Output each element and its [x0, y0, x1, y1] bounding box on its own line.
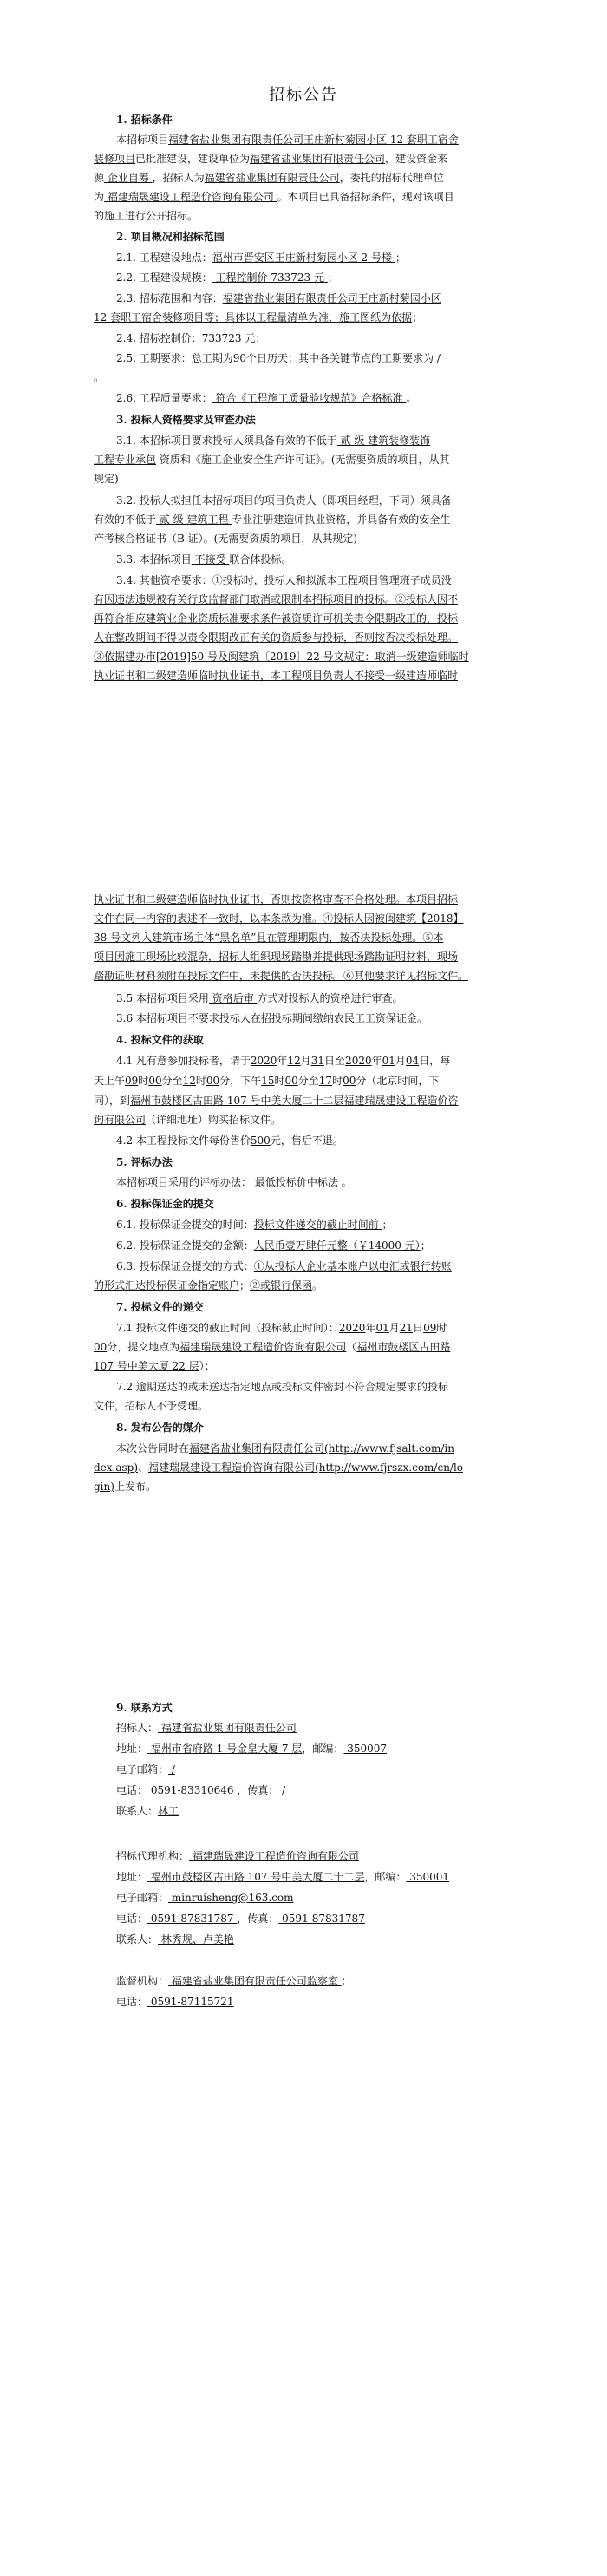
s7-line-2: 00分，提交地点为福建瑞晟建设工程造价咨询有限公司（福州市鼓楼区古田路 — [94, 1341, 451, 1353]
page-title: 招标公告 — [269, 86, 338, 104]
section-heading-9: 9. 联系方式 — [116, 1702, 173, 1714]
agency-email-link[interactable]: minruisheng@163.com — [168, 1892, 294, 1904]
s6-line-1: 6.1. 投标保证金提交的时间：投标文件递交的截止时间前 ； — [116, 1219, 393, 1231]
s3-item-4-line-4: 人在整改期间不得以责令限期改正有关的资质参与投标，否则按否决投标处理。 — [94, 631, 459, 644]
s7-line-4: 7.2 逾期送达的或未送达指定地点或投标文件密封不符合规定要求的投标 — [116, 1381, 448, 1393]
s3-item-4-line-10: 项目因施工现场比较混杂，招标人组织现场踏勘并提供现场踏勘证明材料，现场 — [94, 951, 459, 963]
tenderer-address-line: 地址： 福州市省府路 1 号金皇大厦 7 层，邮编： 350007 — [116, 1742, 387, 1755]
s1-line-2: 装修项目已批准建设，建设单位为福建省盐业集团有限责任公司，建设资金来 — [94, 153, 448, 165]
s2-item-5: 2.5. 工期要求：总工期为90个日历天；其中各关键节点的工期要求为 / — [116, 352, 441, 364]
s3-item-4-line-3: 再符合相应建筑业企业资质标准要求条件被资质许可机关责令限期改正的，投标 — [94, 612, 459, 624]
s8-line-2: dex.asp)、福建瑞晟建设工程造价咨询有限公司(http://www.fjrszx.com/cn/lo — [94, 1461, 464, 1474]
s3-item-4: 3.4. 其他资格要求：①投标时，投标人和拟派本工程项目管理班子成员没 — [116, 574, 452, 586]
s4-line-3: 同），到福州市鼓楼区古田路 107 号中美大厦二十二层福建瑞晟建设工程造价咨 — [94, 1095, 459, 1107]
s3-item-4-line-9: 38 号文列入建筑市场主体“黑名单”且在管理期限内，按否决投标处理。⑤本 — [94, 932, 444, 944]
s3-item-4-line-8: 文件在同一内容的表述不一致时，以本条款为准。④投标人因被闽建筑【2018】 — [94, 912, 464, 925]
s3-item-3: 3.3. 本招标项目 不接受 联合体投标。 — [116, 553, 292, 566]
s7-line-1: 7.1 投标文件递交的截止时间（投标截止时间）：2020年01月21日09时 — [116, 1322, 447, 1334]
salt-group-url-link-cont[interactable]: dex.asp) — [94, 1461, 139, 1474]
tenderer-email-line: 电子邮箱： / — [116, 1763, 175, 1775]
s6-line-4: 的形式汇达投标保证金指定账户；②或银行保函。 — [94, 1279, 323, 1291]
tenderer-contact-line: 联系人：林工 — [116, 1805, 179, 1817]
section-heading-1: 1. 招标条件 — [116, 114, 173, 126]
s3-item-4-line-7: 执业证书和二级建造师临时执业证书，否则按资格审查不合格处理。本项目招标 — [94, 893, 459, 906]
agency-line: 招标代理机构： 福建瑞晟建设工程造价咨询有限公司 — [116, 1850, 359, 1862]
s1-line-3: 源 企业自筹 ，招标人为福建省盐业集团有限责任公司，委托的招标代理单位 — [94, 172, 444, 184]
section-heading-7: 7. 投标文件的递交 — [116, 1301, 204, 1313]
s4-line-4: 询有限公司（详细地址）购买招标文件。 — [94, 1114, 282, 1126]
s6-line-3: 6.3. 投标保证金提交的方式：①从投标人企业基本账户以电汇或银行转账 — [116, 1260, 452, 1272]
section-heading-4: 4. 投标文件的获取 — [116, 1034, 204, 1046]
s8-line-1: 本次公告同时在福建省盐业集团有限责任公司(http://www.fjsalt.com/in — [116, 1442, 454, 1455]
agency-email-line: 电子邮箱： minruisheng@163.com — [116, 1892, 294, 1904]
s2-item-5-cont: 。 — [94, 371, 105, 383]
s2-item-4: 2.4. 招标控制价：733723 元； — [116, 332, 266, 344]
s4-line-1: 4.1 凡有意参加投标者，请于2020年12月31日至2020年01月04日，每 — [116, 1055, 451, 1067]
s4-line-2: 天上午09时00分至12时00分，下午15时00分至17时00分（北京时间，下 — [94, 1075, 440, 1087]
s1-line-5: 的施工进行公开招标。 — [94, 210, 199, 222]
s3-item-6: 3.6 本招标项目不要求投标人在招投标期间缴纳农民工工资保证金。 — [116, 1012, 428, 1024]
agency-contact-line: 联系人： 林秀规、卢美艳 — [116, 1933, 234, 1945]
section-heading-8: 8. 发布公告的媒介 — [116, 1422, 204, 1434]
s2-item-6: 2.6. 工程质量要求： 符合《工程施工质量验收规范》合格标准 。 — [116, 392, 417, 404]
s3-item-2-cont2: 产考核合格证书（B 证）。(无需要资质的项目，从其规定) — [94, 533, 357, 545]
tenderer-line: 招标人： 福建省盐业集团有限责任公司 — [116, 1722, 297, 1734]
s7-line-3: 107 号中美大厦 22 层）； — [94, 1360, 215, 1372]
agency-address-line: 地址： 福州市鼓楼区古田路 107 号中美大厦二十二层，邮编： 350001 — [116, 1871, 450, 1883]
s3-item-2-cont: 有效的不低于 贰 级 建筑工程 专业注册建造师执业资格，并具备有效的安全生 — [94, 513, 451, 526]
s3-item-2: 3.2. 投标人拟担任本招标项目的项目负责人（即项目经理，下同）须具备 — [116, 494, 452, 507]
supervisor-phone-line: 电话： 0591-87115721 — [116, 1996, 234, 2008]
s1-line-1: 本招标项目福建省盐业集团有限责任公司王庄新村菊园小区 12 套职工宿舍 — [116, 134, 459, 146]
section-heading-3: 3. 投标人资格要求及审查办法 — [116, 414, 256, 426]
s3-item-1-cont: 工程专业承包 资质和《施工企业安全生产许可证》。(无需要资质的项目，从其 — [94, 454, 450, 466]
s3-item-1: 3.1. 本招标项目要求投标人须具备有效的不低于 贰 级 建筑装修装饰 — [116, 435, 431, 447]
s4-line-5: 4.2 本工程投标文件每份售价500元，售后不退。 — [116, 1134, 343, 1147]
s3-item-5: 3.5 本招标项目采用 资格后审 方式对投标人的资格进行审查。 — [116, 992, 403, 1004]
ruisheng-url-link[interactable]: (http://www.fjrszx.com/cn/lo — [315, 1461, 464, 1474]
s8-line-3: gin)上发布。 — [94, 1481, 156, 1493]
tenderer-phone-line: 电话： 0591-83310646 ，传真： / — [116, 1784, 286, 1796]
s6-line-2: 6.2. 投标保证金提交的金额：人民币壹万肆仟元整（￥14000 元）； — [116, 1239, 431, 1252]
agency-phone-line: 电话： 0591-87831787 ，传真： 0591-87831787 — [116, 1912, 365, 1925]
s2-item-3-cont: 12 套职工宿舍装修项目等；具体以工程量清单为准，施工图纸为依据； — [94, 311, 423, 324]
salt-group-url-link[interactable]: (http://www.fjsalt.com/in — [324, 1442, 454, 1455]
section-heading-6: 6. 投标保证金的提交 — [116, 1198, 214, 1210]
s3-item-4-line-5: ③依据建办市[2019]50 号及闽建筑〔2019〕22 号文规定：取消一级建造师临时 — [94, 651, 469, 663]
s2-item-1: 2.1. 工程建设地点：福州市晋安区王庄新村菊园小区 2 号楼 ； — [116, 252, 406, 264]
s5-line-1: 本招标项目采用的评标办法： 最低投标价中标法 。 — [116, 1176, 352, 1188]
section-heading-5: 5. 评标办法 — [116, 1156, 173, 1168]
supervisor-line: 监督机构： 福建省盐业集团有限责任公司监察室 ； — [116, 1975, 352, 1987]
s7-line-5: 文件，招标人不予受理。 — [94, 1400, 209, 1412]
s2-item-2: 2.2. 工程建设规模： 工程控制价 733723 元 ； — [116, 271, 338, 284]
section-heading-2: 2. 项目概况和招标范围 — [116, 231, 225, 243]
s2-item-3: 2.3. 招标范围和内容：福建省盐业集团有限责任公司王庄新村菊园小区 — [116, 292, 441, 304]
ruisheng-url-link-cont[interactable]: gin) — [94, 1481, 114, 1493]
s1-line-4: 为 福建瑞晟建设工程造价咨询有限公司 。本项目已具备招标条件，现对该项目 — [94, 191, 454, 203]
s3-item-4-line-11: 踏勘证明材料须附在投标文件中，未提供的否决投标。⑥其他要求详见招标文件。 — [94, 970, 469, 982]
s3-item-4-line-6: 执业证书和二级建造师临时执业证书，本工程项目负责人不接受一级建造师临时 — [94, 670, 459, 682]
s3-item-1-cont2: 规定) — [94, 473, 119, 485]
s3-item-4-line-2: 有因违法违规被有关行政监督部门取消或限制本招标项目的投标。②投标人因不 — [94, 593, 459, 605]
